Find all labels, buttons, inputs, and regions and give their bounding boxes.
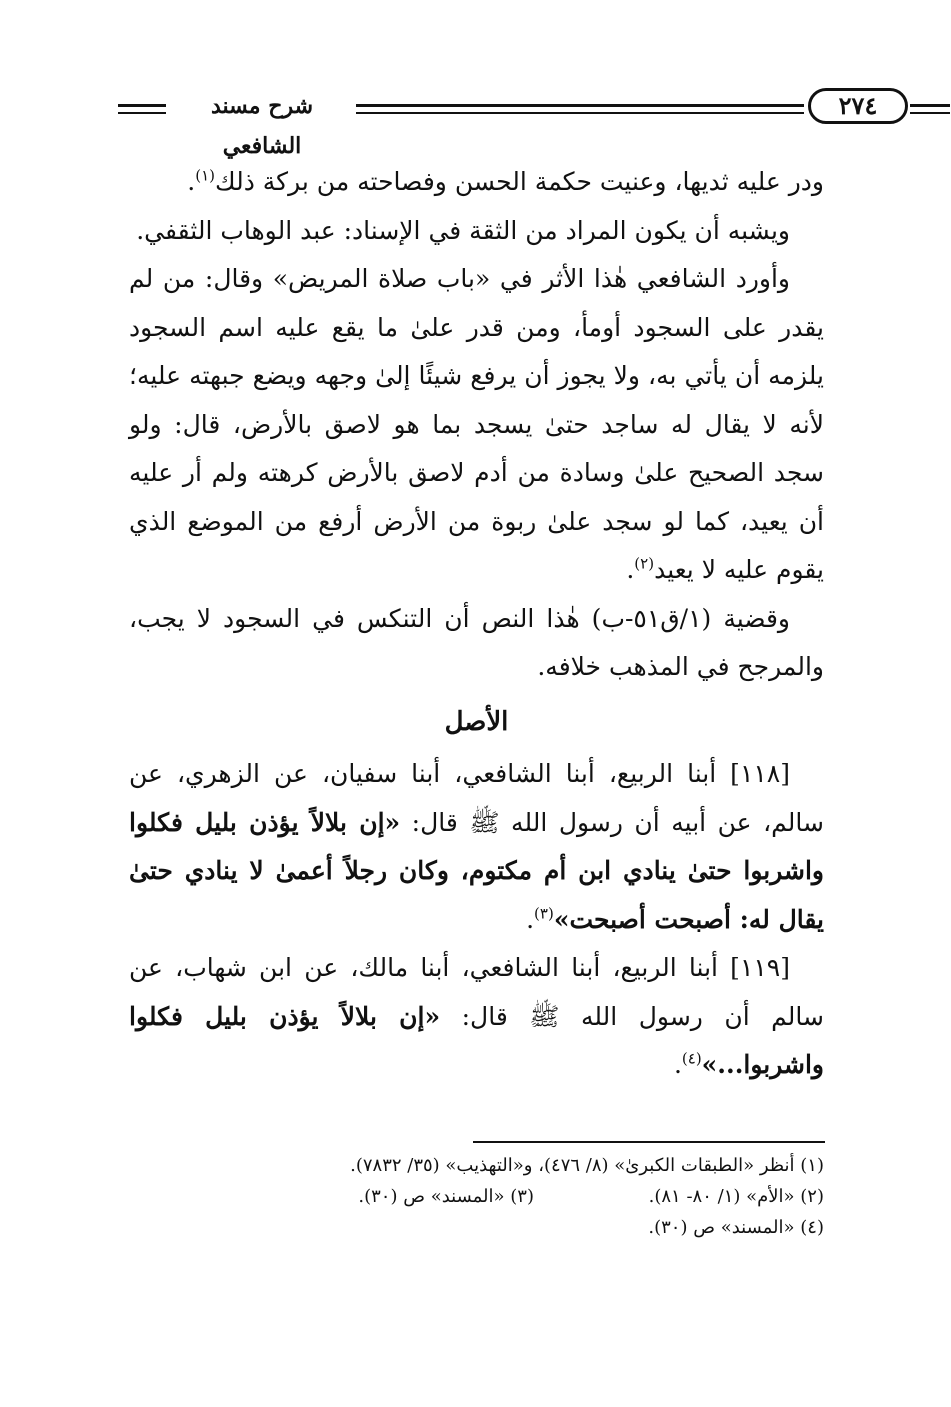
hadith-119 (129, 944, 824, 1090)
running-title: شرح مسند الشافعي (210, 93, 314, 159)
page-header (118, 86, 878, 159)
paragraph-3-end: . (626, 555, 635, 584)
paragraph-1 (129, 158, 824, 207)
footnote-ref-3: (٣) (534, 904, 554, 923)
footnote-row (129, 1181, 824, 1212)
header-rule-left (118, 104, 166, 114)
header-rule-right (910, 104, 950, 114)
footnotes (129, 1150, 824, 1243)
hadith-118-isnad: [١١٨] أبنا الربيع، أبنا الشافعي، أبنا سفيان، عن الزهري، عن سالم، عن أبيه أن رسول الله ﷺ قال: (129, 759, 824, 837)
footnote-ref-1: (١) (195, 166, 216, 185)
footnote-4: (٤) «المسند» ص (٣٠). (648, 1217, 824, 1238)
hadith-118-matn: «إن بلالاً يؤذن بليل فكلوا واشربوا حتىٰ ينادي ابن أم مكتوم، وكان رجلاً أعمىٰ لا ينادي حتىٰ يقال له: أصبحت أصبحت» (129, 807, 824, 934)
paragraph-3 (129, 255, 824, 595)
hadith-119-isnad: [١١٩] أبنا الربيع، أبنا الشافعي، أبنا مالك، عن ابن شهاب، عن سالم أن رسول الله ﷺ قال: (129, 953, 824, 1031)
hadith-119-matn: «إن بلالاً يؤذن بليل فكلوا واشربوا...» (129, 1001, 824, 1079)
paragraph-3-text: وأورد الشافعي هٰذا الأثر في «باب صلاة المريض» وقال: من لم يقدر على السجود أومأ، ومن قدر علىٰ ما يقع عليه اسم السجود يلزمه أن يأتي به، ولا يجوز أن يرفع شيئًا إلىٰ وجهه ويضع جبهته عليه؛ لأنه لا يقال له ساجد حتىٰ يسجد بما هو لاصق بالأرض، قال: ولو سجد الصحيح علىٰ وسادة من أدم لاصق بالأرض كرهته ولم أر عليه أن يعيد، كما لو سجد علىٰ ربوة من الأرض أرفع من الموضع الذي يقوم عليه لا يعيد (129, 264, 824, 584)
paragraph-2: ويشبه أن يكون المراد من الثقة في الإسناد: عبد الوهاب الثقفي. (136, 215, 790, 245)
footnote-ref-2: (٢) (634, 554, 655, 573)
main-text (129, 158, 824, 1090)
footnote-2: (٢) «الأم» (١/ ٨٠- ٨١). (648, 1186, 824, 1207)
footnote-ref-4: (٤) (681, 1049, 702, 1068)
hadith-119-end: . (673, 1050, 682, 1079)
paragraph-4: وقضية (١/ق٥١-ب) هٰذا النص أن التنكس في السجود لا يجب، والمرجح في المذهب خلافه. (129, 603, 824, 681)
paragraph-1-end: . (187, 167, 196, 196)
section-heading: الأصل (444, 706, 509, 737)
paragraph-1-text: ودر عليه ثديها، وعنيت حكمة الحسن وفصاحته من بركة ذلك (215, 167, 824, 196)
header-rule-middle (356, 104, 804, 114)
hadith-118-end: . (526, 904, 535, 934)
footnote-separator (473, 1141, 825, 1143)
footnote-1: (١) أنظر «الطبقات الكبرىٰ» (٨/ ٤٧٦)، و«التهذيب» (٣٥/ ٧٨٣٢). (350, 1155, 824, 1176)
footnote-3: (٣) «المسند» ص (٣٠). (358, 1186, 534, 1207)
hadith-118 (129, 750, 824, 944)
page-number: ٢٧٤ (808, 88, 908, 124)
